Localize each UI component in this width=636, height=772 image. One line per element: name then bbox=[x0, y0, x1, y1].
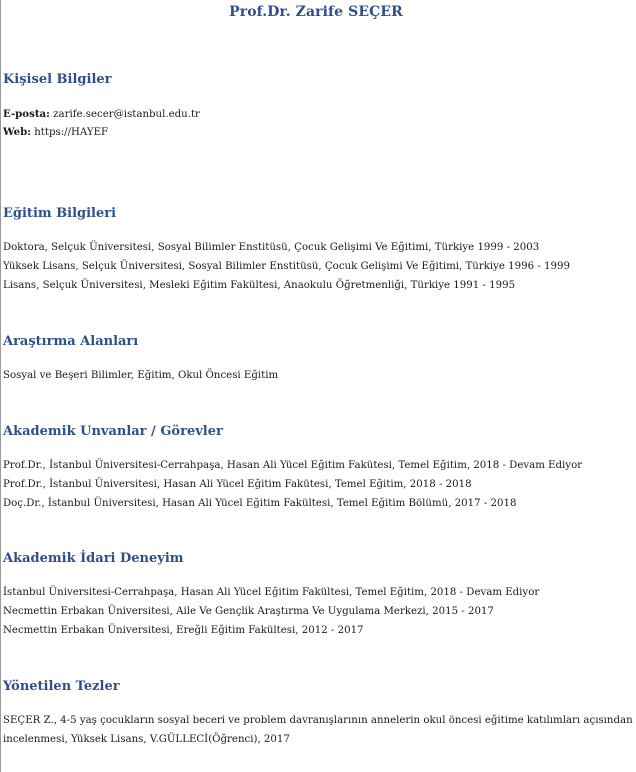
section-heading-personal: Kişisel Bilgiler bbox=[3, 72, 112, 87]
admin-item: Necmettin Erbakan Üniversitesi, Aile Ve Gençlik Araştırma Ve Uygulama Merkezi, 2015 - 2017 bbox=[3, 606, 494, 617]
email-link[interactable]: zarife.secer@istanbul.edu.tr bbox=[53, 109, 200, 120]
section-heading-titles: Akademik Unvanlar / Görevler bbox=[3, 424, 223, 439]
title-item: Prof.Dr., İstanbul Üniversitesi-Cerrahpaşa, Hasan Ali Yücel Eğitim Fakütesi, Temel Eğitim, 2018 - Devam Ediyor bbox=[3, 460, 583, 471]
thesis-item: SEÇER Z., 4-5 yaş çocukların sosyal beceri ve problem davranışlarının annelerin okul öncesi eğitime katılımları açısından incelenmesi, Yüksek Lisans, V.GÜLLECİ(Öğrenci), 2017 bbox=[3, 715, 633, 745]
email-row bbox=[3, 107, 200, 122]
web-label: Web: bbox=[3, 126, 31, 138]
left-border-rule bbox=[0, 0, 1, 772]
web-link[interactable]: https://HAYEF bbox=[34, 127, 109, 138]
section-heading-theses: Yönetilen Tezler bbox=[3, 679, 120, 694]
web-row bbox=[3, 125, 108, 140]
email-label: E-posta: bbox=[3, 108, 50, 120]
education-item: Doktora, Selçuk Üniversitesi, Sosyal Bilimler Enstitüsü, Çocuk Gelişimi Ve Eğitimi, Türkiye 1999 - 2003 bbox=[3, 242, 540, 253]
section-heading-admin: Akademik İdari Deneyim bbox=[3, 551, 184, 566]
section-heading-education: Eğitim Bilgileri bbox=[3, 206, 117, 221]
admin-item: Necmettin Erbakan Üniversitesi, Ereğli Eğitim Fakültesi, 2012 - 2017 bbox=[3, 625, 364, 636]
section-heading-research: Araştırma Alanları bbox=[3, 334, 139, 349]
education-item: Yüksek Lisans, Selçuk Üniversitesi, Sosyal Bilimler Enstitüsü, Çocuk Gelişimi Ve Eğitimi, Türkiye 1996 - 1999 bbox=[3, 261, 570, 272]
title-item: Prof.Dr., İstanbul Üniversitesi, Hasan Ali Yücel Eğitim Fakütesi, Temel Eğitim, 2018 - 2018 bbox=[3, 479, 472, 490]
title-item: Doç.Dr., İstanbul Üniversitesi, Hasan Ali Yücel Eğitim Fakültesi, Temel Eğitim Bölümü, 2017 - 2018 bbox=[3, 498, 517, 509]
education-item: Lisans, Selçuk Üniversitesi, Mesleki Eğitim Fakültesi, Anaokulu Öğretmenliği, Türkiye 1991 - 1995 bbox=[3, 280, 516, 291]
research-item: Sosyal ve Beşeri Bilimler, Eğitim, Okul Öncesi Eğitim bbox=[3, 370, 279, 381]
admin-item: İstanbul Üniversitesi-Cerrahpaşa, Hasan Ali Yücel Eğitim Fakültesi, Temel Eğitim, 2018 - Devam Ediyor bbox=[3, 587, 540, 598]
page-title: Prof.Dr. Zarife SEÇER bbox=[229, 4, 403, 20]
